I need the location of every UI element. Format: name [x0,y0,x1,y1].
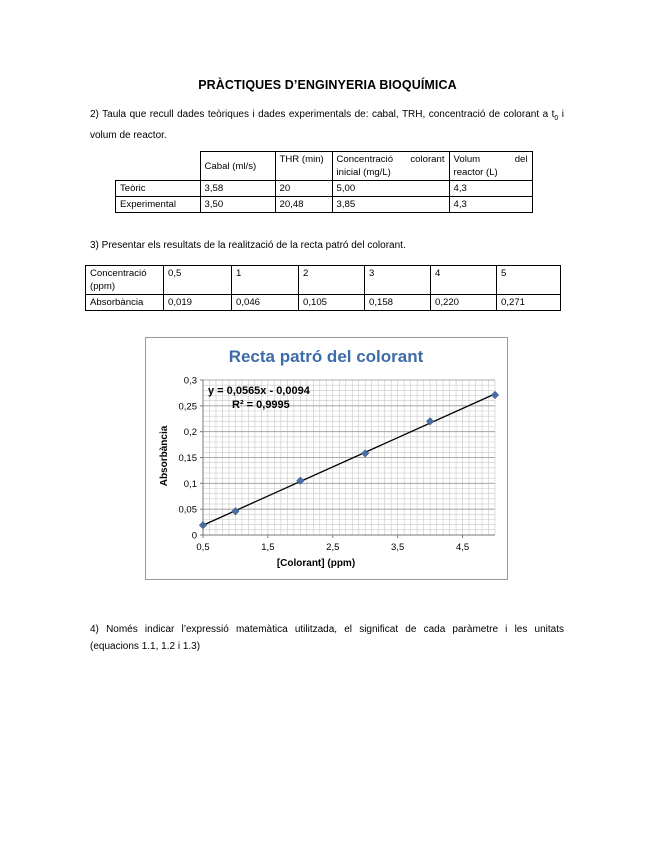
y-tick-label: 0,25 [178,401,197,413]
y-tick-label: 0,05 [178,504,197,516]
x-tick-label: 4,5 [455,542,470,553]
cell: 0,019 [164,295,232,311]
cell: 3,85 [332,197,449,213]
table-row-concentration [86,266,561,295]
section-3-text: 3) Presentar els resultats de la realització de la recta patró del colorant. [90,240,406,251]
header-concentracio: Concentració colorant inicial (mg/L) [332,152,449,181]
row-label-absorbancia: Absorbància [86,295,164,311]
cell: 20,48 [275,197,332,213]
row-label-experimental: Experimental [116,197,201,213]
cell: 2 [299,266,365,295]
calibration-chart [145,337,508,580]
data-table-theoretical-experimental [115,151,533,213]
cell: 4 [431,266,497,295]
header-cabal: Cabal (ml/s) [200,152,275,181]
cell: 0,5 [164,266,232,295]
cell: 5,00 [332,181,449,197]
table-row-absorbance [86,295,561,311]
x-tick-label: 0,5 [196,542,210,553]
cell: 0,046 [232,295,299,311]
header-thr: THR (min) [275,152,332,181]
row-label-teoric: Teòric [116,181,201,197]
chart-x-axis-label: [Colorant] (ppm) [276,558,356,569]
table-row [116,197,533,213]
y-tick-label: 0,15 [178,453,197,464]
y-tick-label: 0,3 [183,375,197,387]
section-2-text [90,106,564,144]
cell: 5 [497,266,561,295]
cell: 20 [275,181,332,197]
page-title: PRÀCTIQUES D’ENGINYERIA BIOQUÍMICA [198,78,457,92]
chart-tick-labels [179,376,470,554]
table-empty-corner [116,152,201,181]
section-2-subscript: 0 [554,115,559,122]
table-header-row [116,152,533,181]
cell: 0,220 [431,295,497,311]
x-tick-label: 3,5 [391,542,405,553]
cell: 3 [365,266,431,295]
cell: 0,105 [299,295,365,311]
chart-trendline [203,394,495,525]
data-point-marker [491,391,499,399]
cell: 4,3 [449,181,532,197]
chart-svg [146,338,507,579]
chart-title: Recta patró del colorant [228,347,424,366]
header-volum: Volum del reactor (L) [449,152,532,181]
cell: 4,3 [449,197,532,213]
chart-r2-label: R² = 0,9995 [232,399,290,411]
section-4-text-line2: (equacions 1.1, 1.2 i 1.3) [90,641,201,652]
x-tick-label: 1,5 [261,542,275,553]
cell: 0,158 [365,295,431,311]
section-2-text-end: i volum de reactor. [90,109,564,141]
y-tick-label: 0 [191,530,197,542]
cell: 3,58 [200,181,275,197]
cell: 0,271 [497,295,561,311]
cell: 1 [232,266,299,295]
row-label-concentracio: Concentració (ppm) [86,266,164,295]
cell: 3,50 [200,197,275,213]
data-point-marker [232,507,240,515]
table-row [116,181,533,197]
calibration-table [85,265,561,311]
section-4-text-line1: 4) Només indicar l’expressió matemàtica utilitzada, el significat de cada paràmetre i les unitats [90,624,564,635]
chart-equation-label: y = 0,0565x - 0,0094 [208,385,310,397]
chart-y-axis-label: Absorbància [159,425,170,487]
section-2-text-main: 2) Taula que recull dades teòriques i dades experimentals de: cabal, TRH, concentració de colorant a t [90,109,555,120]
y-tick-label: 0,1 [183,478,197,490]
y-tick-label: 0,2 [183,427,197,439]
x-tick-label: 2,5 [326,542,340,553]
data-point-marker [199,521,207,529]
